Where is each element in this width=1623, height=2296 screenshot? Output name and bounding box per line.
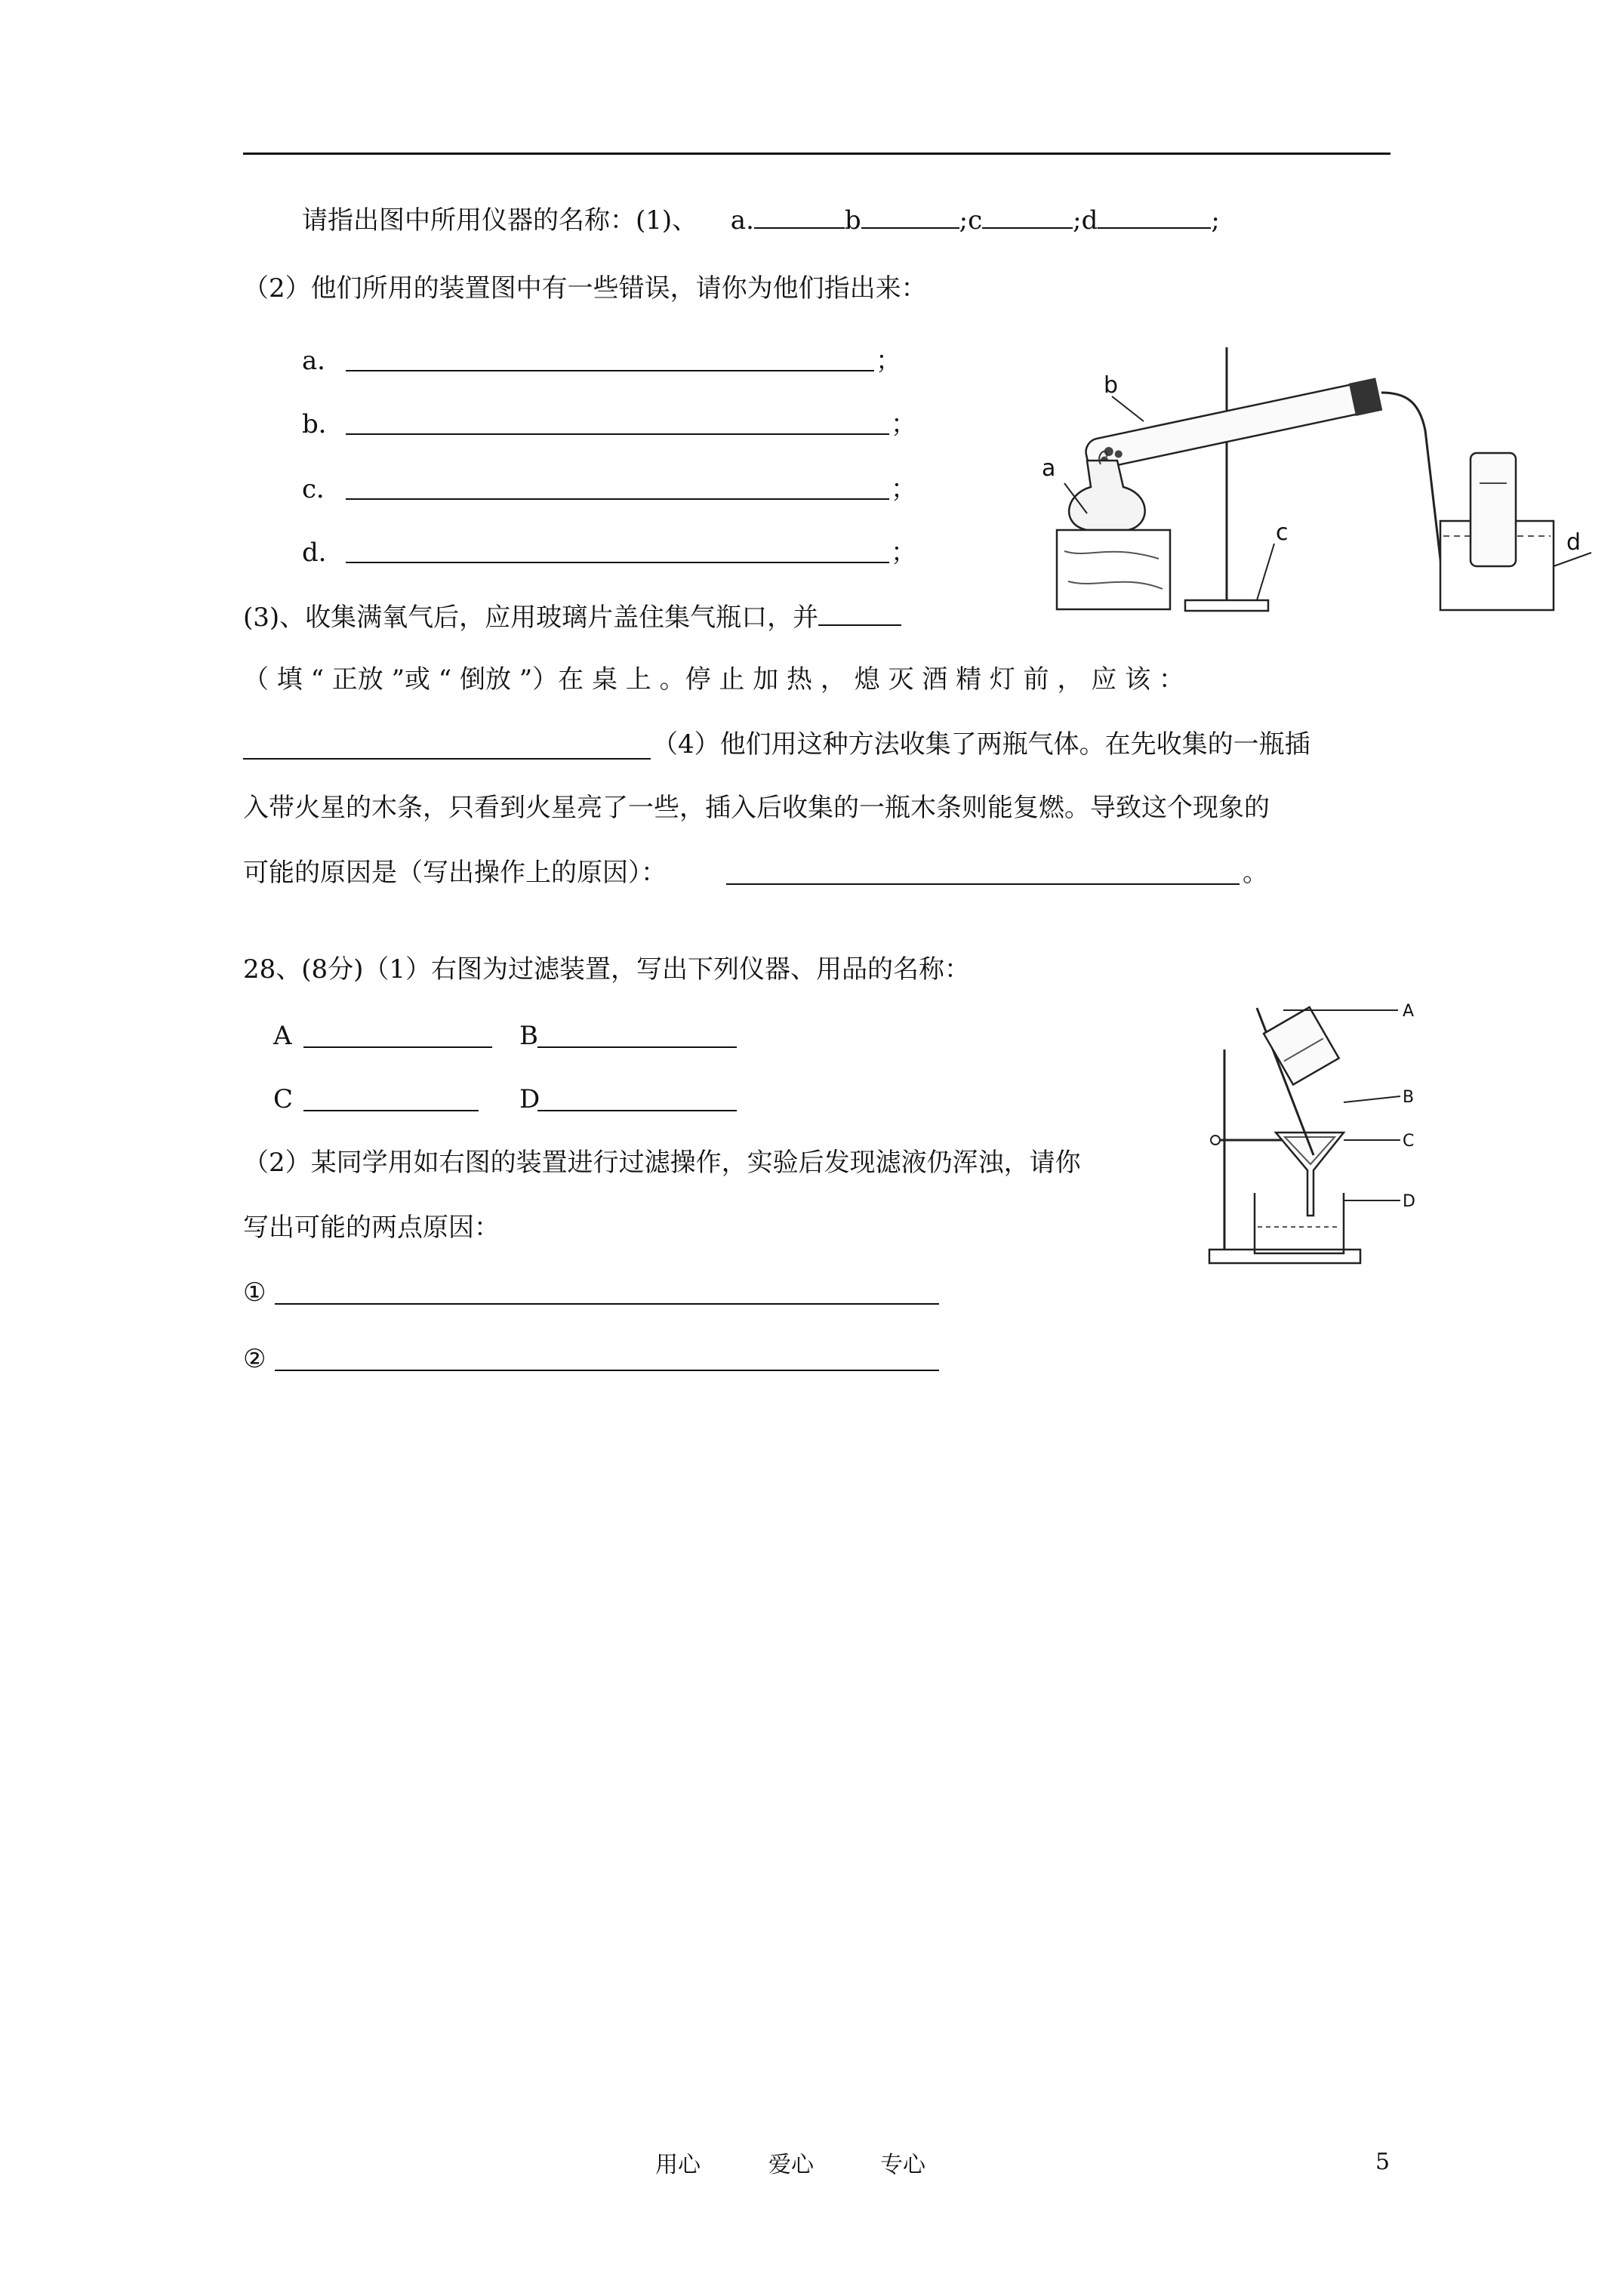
- blank-label-end: ;: [1211, 205, 1220, 236]
- q27-part2: （2）他们所用的装置图中有一些错误，请你为他们指出来：: [243, 273, 927, 304]
- q27-part1-prefix: 请指出图中所用仪器的名称：(1)、: [302, 205, 698, 236]
- figure-label-d: d: [1566, 529, 1581, 556]
- answer-blank-b[interactable]: [861, 205, 959, 229]
- q28-blank-c[interactable]: [303, 1110, 479, 1111]
- error-end-b: ；: [891, 409, 916, 439]
- error-label-c: c．: [302, 474, 343, 504]
- filter-label-d: D: [1403, 1192, 1415, 1211]
- q28-part2-line2: 写出可能的两点原因：: [243, 1213, 500, 1243]
- q27-part3-line1: [243, 601, 901, 634]
- q27-part3-line2: （ 填 “ 正放 ”或 “ 倒放 ”）在 桌 上 。停 止 加 热 ， 熄 灭 酒 精 灯 前 ， 应 该 ：: [243, 664, 1184, 695]
- filtration-apparatus-figure: [1200, 989, 1427, 1276]
- error-line-c[interactable]: [346, 498, 889, 500]
- q28-label-a: A: [273, 1021, 292, 1051]
- q27-part4-line2: 入带火星的木条，只看到火星亮了一些，插入后收集的一瓶木条则能复燃。导致这个现象的: [243, 793, 1270, 823]
- error-line-d[interactable]: [346, 562, 889, 563]
- footer-item-1: 用心: [655, 2152, 701, 2178]
- footer-item-2: 爱心: [768, 2152, 814, 2178]
- filter-label-c: C: [1403, 1132, 1415, 1151]
- page-number: 5: [1375, 2149, 1390, 2175]
- q28-blank-b[interactable]: [537, 1046, 737, 1048]
- reason-line-1[interactable]: [275, 1303, 939, 1305]
- error-label-b: b．: [302, 409, 344, 439]
- header-rule: [243, 153, 1390, 155]
- error-label-d: d．: [302, 538, 344, 568]
- reason-marker-1: ①: [243, 1277, 266, 1308]
- figure-label-a: a: [1042, 455, 1056, 482]
- figure-label-b: b: [1104, 372, 1119, 399]
- q27-part4-end: 。: [1243, 858, 1268, 888]
- oxygen-apparatus-figure: [996, 332, 1585, 627]
- q28-part2-line1: （2）某同学用如右图的装置进行过滤操作，实验后发现滤液仍浑浊，请你: [243, 1148, 1081, 1178]
- blank-label-d: ;d: [1073, 205, 1098, 236]
- figure-label-c: c: [1276, 519, 1289, 546]
- filter-label-a: A: [1403, 1002, 1415, 1021]
- answer-blank-placement[interactable]: [818, 602, 901, 626]
- blank-label-a: a.: [730, 205, 754, 236]
- q28-blank-a[interactable]: [303, 1046, 492, 1048]
- reason-line-2[interactable]: [275, 1370, 939, 1371]
- q27-part3-text: (3)、收集满氧气后，应用玻璃片盖住集气瓶口，并: [243, 603, 819, 633]
- answer-line-reason[interactable]: [726, 883, 1240, 885]
- q28-label-b: B: [519, 1021, 538, 1051]
- footer-item-3: 专心: [880, 2152, 925, 2178]
- error-label-a: a．: [302, 346, 343, 376]
- error-line-a[interactable]: [346, 370, 874, 371]
- reason-marker-2: ②: [243, 1344, 266, 1374]
- blank-label-c: ;c: [959, 205, 983, 236]
- answer-blank-a[interactable]: [754, 205, 845, 229]
- error-line-b[interactable]: [346, 433, 889, 435]
- q27-part1: [302, 204, 1220, 237]
- answer-blank-d[interactable]: [1098, 205, 1211, 229]
- error-end-d: ；: [891, 538, 916, 568]
- q28-blank-d[interactable]: [537, 1110, 737, 1111]
- blank-label-b: b: [844, 205, 861, 236]
- q28-label-c: C: [273, 1084, 294, 1114]
- answer-blank-c[interactable]: [982, 205, 1073, 229]
- answer-line-before-extinguish[interactable]: [243, 758, 651, 760]
- error-end-a: ；: [876, 346, 901, 376]
- q28-heading: 28、(8分)（1）右图为过滤装置，写出下列仪器、用品的名称：: [243, 954, 971, 985]
- q27-part4-line1: （4）他们用这种方法收集了两瓶气体。在先收集的一瓶插: [652, 729, 1310, 760]
- error-end-c: ；: [891, 474, 916, 504]
- filter-label-b: B: [1403, 1088, 1415, 1107]
- q27-part4-line3: 可能的原因是（写出操作上的原因）：: [243, 858, 667, 888]
- q28-label-d: D: [519, 1084, 540, 1114]
